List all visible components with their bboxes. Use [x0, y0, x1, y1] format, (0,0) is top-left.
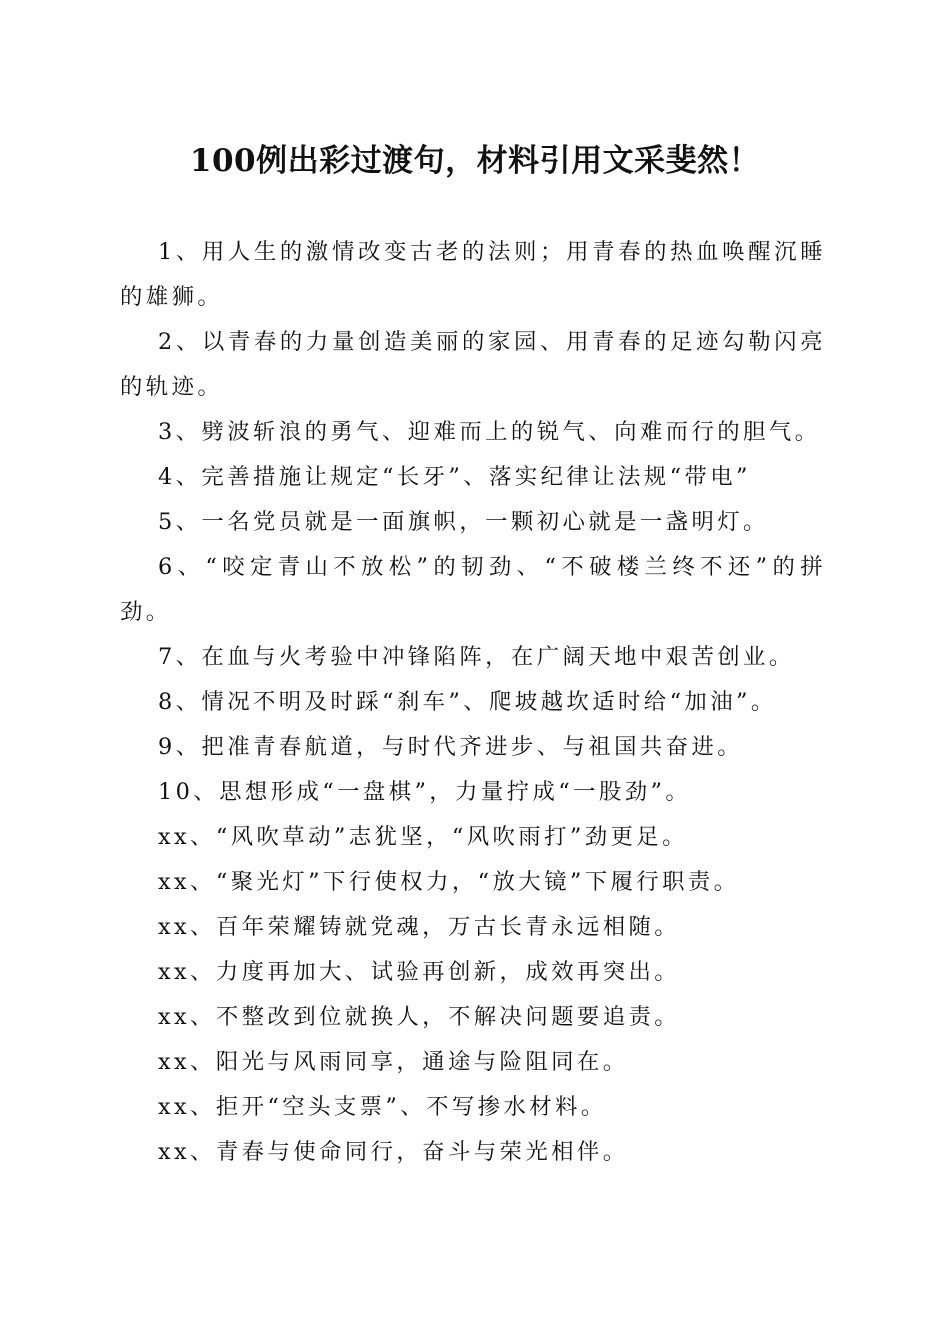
paragraph-14: xx、力度再加大、试验再创新，成效再突出。 [158, 959, 681, 985]
document-body [120, 230, 826, 1175]
paragraph-18: xx、青春与使命同行，奋斗与荣光相伴。 [158, 1139, 629, 1165]
paragraph-9: 9、把准青春航道，与时代齐进步、与祖国共奋进。 [158, 734, 744, 760]
document-title: 100例出彩过渡句，材料引用文采斐然！ [189, 143, 761, 179]
paragraph-11: xx、“风吹草动”志犹坚，“风吹雨打”劲更足。 [158, 824, 688, 850]
paragraph-17: xx、拒开“空头支票”、不写掺水材料。 [158, 1094, 607, 1120]
paragraph-8: 8、情况不明及时踩“刹车”、爬坡越坎适时给“加油”。 [158, 689, 777, 715]
paragraph-10: 10、思想形成“一盘棋”，力量拧成“一股劲”。 [158, 779, 692, 805]
paragraph-4: 4、完善措施让规定“长牙”、落实纪律让法规“带电” [158, 464, 751, 490]
paragraph-6: 6、“咬定青山不放松”的韧劲、“不破楼兰终不还”的拼劲。 [120, 554, 826, 625]
paragraph-2: 2、以青春的力量创造美丽的家园、用青春的足迹勾勒闪亮的轨迹。 [120, 329, 826, 400]
paragraph-13: xx、百年荣耀铸就党魂，万古长青永远相随。 [158, 914, 681, 940]
paragraph-1: 1、用人生的激情改变古老的法则；用青春的热血唤醒沉睡的雄狮。 [120, 239, 826, 310]
paragraph-5: 5、一名党员就是一面旗帜，一颗初心就是一盏明灯。 [158, 509, 769, 535]
paragraph-7: 7、在血与火考验中冲锋陷阵，在广阔天地中艰苦创业。 [158, 644, 795, 670]
paragraph-15: xx、不整改到位就换人，不解决问题要追责。 [158, 1004, 681, 1030]
paragraph-16: xx、阳光与风雨同享，通途与险阻同在。 [158, 1049, 629, 1075]
paragraph-12: xx、“聚光灯”下行使权力，“放大镜”下履行职责。 [158, 869, 740, 895]
paragraph-3: 3、劈波斩浪的勇气、迎难而上的锐气、向难而行的胆气。 [158, 419, 821, 445]
